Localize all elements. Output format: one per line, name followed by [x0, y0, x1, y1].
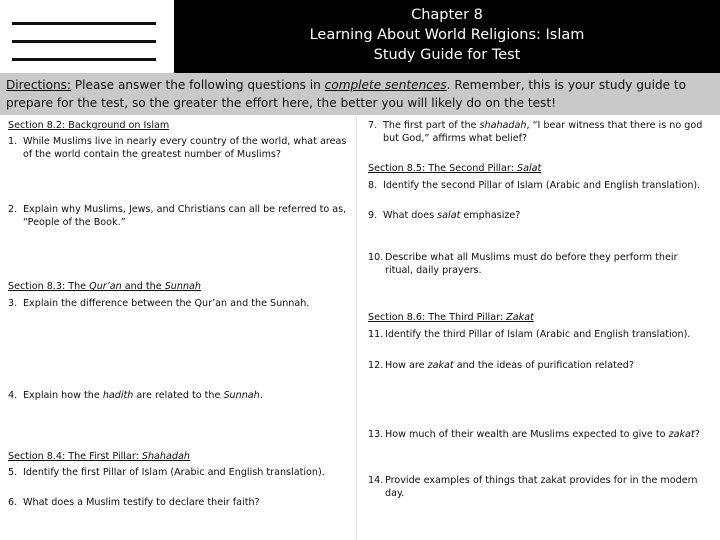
question-4: 4. Explain how the hadith are related to the Sunnah.: [8, 390, 263, 401]
study-guide-title: Study Guide for Test: [373, 47, 521, 63]
question-5: 5. Identify the first Pillar of Islam (Arabic and English translation).: [8, 467, 325, 478]
question-12: 12. How are zakat and the ideas of purification related?: [368, 360, 634, 371]
directions-text-b: . Remember, this is your study guide to prepare for the test, so the greater the effort here, the better you will likely do on the test!: [6, 78, 687, 110]
name-line: [12, 22, 156, 25]
question-8: 8. Identify the second Pillar of Islam (Arabic and English translation).: [368, 180, 701, 191]
title-banner: [174, 0, 720, 73]
section-8-4-heading: Section 8.4: The First Pillar: Shahadah: [8, 451, 190, 462]
section-8-6-heading: Section 8.6: The Third Pillar: Zakat: [368, 312, 534, 323]
period-line: [12, 58, 156, 61]
chapter-title: Chapter 8: [411, 7, 483, 23]
directions-text-a: Please answer the following questions in: [71, 78, 325, 92]
directions-label: Directions:: [6, 78, 72, 92]
question-6: 6. What does a Muslim testify to declare their faith?: [8, 497, 260, 508]
section-8-2-heading: Section 8.2: Background on Islam: [8, 120, 170, 131]
question-9: 9. What does salat emphasize?: [368, 210, 521, 221]
section-8-5-heading: Section 8.5: The Second Pillar: Salat: [368, 163, 542, 174]
name-box: [0, 0, 174, 73]
section-8-3-heading: Section 8.3: The Qur’an and the Sunnah: [8, 281, 201, 292]
question-11: 11. Identify the third Pillar of Islam (Arabic and English translation).: [368, 329, 691, 340]
question-7: 7. The first part of the shahadah, “I bear witness that there is no god but God,” affirms what belief?: [368, 120, 703, 144]
column-divider: [356, 117, 357, 540]
question-2: 2. Explain why Muslims, Jews, and Christians can all be referred to as, “People of the Book.”: [8, 204, 347, 228]
directions-emphasis: complete sentences: [324, 78, 447, 92]
directions: [0, 73, 720, 115]
date-line: [12, 40, 156, 43]
question-10: 10. Describe what all Muslims must do before they perform their ritual, daily prayers.: [368, 252, 678, 276]
question-13: 13. How much of their wealth are Muslims expected to give to zakat?: [368, 429, 700, 440]
question-14: 14. Provide examples of things that zakat provides for in the modern day.: [368, 475, 698, 499]
question-1: 1. While Muslims live in nearly every country of the world, what areas of the world contain the greatest number of Muslims?: [8, 136, 347, 160]
chapter-subtitle: Learning About World Religions: Islam: [309, 27, 585, 43]
question-3: 3. Explain the difference between the Qur’an and the Sunnah.: [8, 298, 310, 309]
